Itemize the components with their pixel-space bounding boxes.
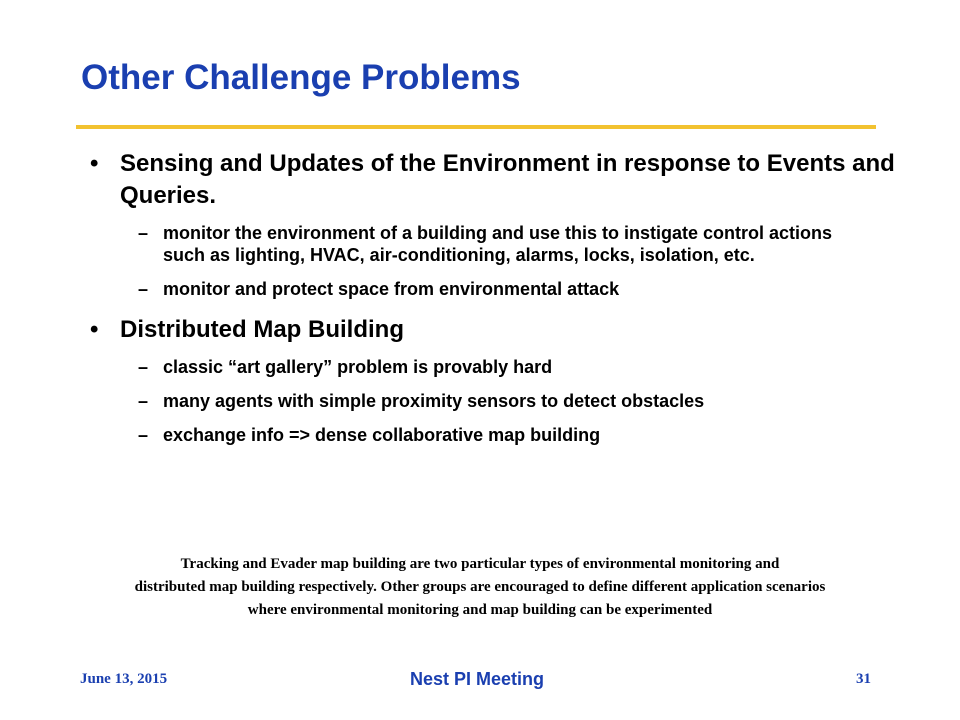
slide-note <box>40 553 920 622</box>
sub-bullet-text: monitor and protect space from environmental attack <box>163 279 620 299</box>
sub-bullet-item <box>88 278 908 300</box>
note-line: where environmental monitoring and map building can be experimented <box>247 602 713 618</box>
sub-bullet-item <box>88 424 908 446</box>
bullet-item <box>88 314 908 346</box>
bullet-item <box>88 148 908 212</box>
sub-bullet-text: monitor the environment of a building and use this to instigate control actions such as lighting, HVAC, air-conditioning, alarms, locks, isolation, etc. <box>163 223 833 265</box>
dash-marker: – <box>138 391 149 411</box>
dash-marker: – <box>138 425 149 445</box>
bullet-text: Distributed Map Building <box>120 316 404 343</box>
sub-bullet-text: many agents with simple proximity sensors to detect obstacles <box>163 391 705 411</box>
bullet-marker: • <box>90 150 99 177</box>
footer-title: Nest PI Meeting <box>410 669 545 689</box>
dash-marker: – <box>138 357 149 377</box>
footer-date: June 13, 2015 <box>80 671 168 687</box>
slide-body <box>88 148 908 446</box>
bullet-text: Sensing and Updates of the Environment in response to Events and Queries. <box>120 150 895 209</box>
sub-bullet-item <box>88 222 908 266</box>
bullet-marker: • <box>90 316 99 343</box>
sub-bullet-text: exchange info => dense collaborative map building <box>163 425 601 445</box>
dash-marker: – <box>138 223 149 243</box>
page-number: 31 <box>856 671 871 687</box>
sub-bullet-text: classic “art gallery” problem is provably hard <box>163 357 553 377</box>
note-line: distributed map building respectively. Other groups are encouraged to define different application scenarios <box>134 579 826 595</box>
slide-title: Other Challenge Problems <box>81 58 521 97</box>
sub-bullet-item <box>88 356 908 378</box>
dash-marker: – <box>138 279 149 299</box>
note-line: Tracking and Evader map building are two particular types of environmental monitoring and <box>180 556 780 572</box>
title-divider <box>76 125 876 129</box>
sub-bullet-item <box>88 390 908 412</box>
